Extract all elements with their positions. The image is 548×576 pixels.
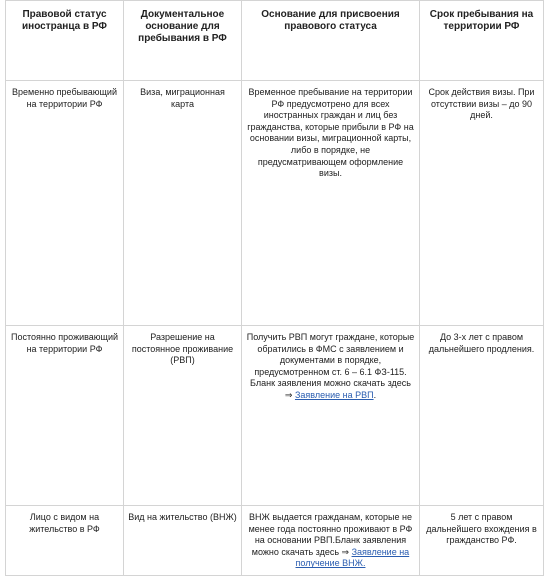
rvp-application-link[interactable]: Заявление на РВП xyxy=(294,389,374,400)
header-status-basis: Основание для присвоения правового статуса xyxy=(242,1,420,81)
legal-status-table xyxy=(5,0,544,576)
cell-document: Разрешение на постоянное проживание (РВП) xyxy=(124,326,242,506)
cell-status: Лицо с видом на жительство в РФ xyxy=(6,506,124,576)
cell-term: До 3-х лет с правом дальнейшего продления. xyxy=(420,326,544,506)
cell-status: Постоянно проживающий на территории РФ xyxy=(6,326,124,506)
basis-suffix: . xyxy=(373,389,377,400)
table-row xyxy=(6,326,544,506)
cell-document: Вид на жительство (ВНЖ) xyxy=(124,506,242,576)
header-stay-term: Срок пребывания на территории РФ xyxy=(420,1,544,81)
cell-term: Срок действия визы. При отсутствии визы – до 90 дней. xyxy=(420,81,544,326)
cell-basis xyxy=(242,506,420,576)
table-row xyxy=(6,506,544,576)
cell-document: Виза, миграционная карта xyxy=(124,81,242,326)
cell-term: 5 лет с правом дальнейшего вхождения в гражданство РФ. xyxy=(420,506,544,576)
cell-basis: Временное пребывание на территории РФ предусмотрено для всех иностранных граждан и лиц без гражданства, которые прибыли в РФ на основании визы, миграционной карты, либо в порядке, не предусматривающем оформление визы. xyxy=(242,81,420,326)
cell-basis xyxy=(242,326,420,506)
basis-text: ВНЖ выдается гражданам, которые не менее года постоянно проживают в РФ на основании РВП.Бланк заявления можно скачать здесь ⇒ xyxy=(248,512,413,557)
vnzh-application-link[interactable]: Заявление на получение ВНЖ. xyxy=(295,546,410,569)
header-legal-status: Правовой статус иностранца в РФ xyxy=(6,1,124,81)
cell-status: Временно пребывающий на территории РФ xyxy=(6,81,124,326)
basis-text: Получить РВП могут граждане, которые обратились в ФМС с заявлением и документами в порядке, предусмотренном ст. 6 – 6.1 ФЗ-115. Бланк заявления можно скачать здесь ⇒ xyxy=(246,332,415,400)
header-document-basis: Документальное основание для пребывания в РФ xyxy=(124,1,242,81)
table-header-row xyxy=(6,1,544,81)
table-row xyxy=(6,81,544,326)
